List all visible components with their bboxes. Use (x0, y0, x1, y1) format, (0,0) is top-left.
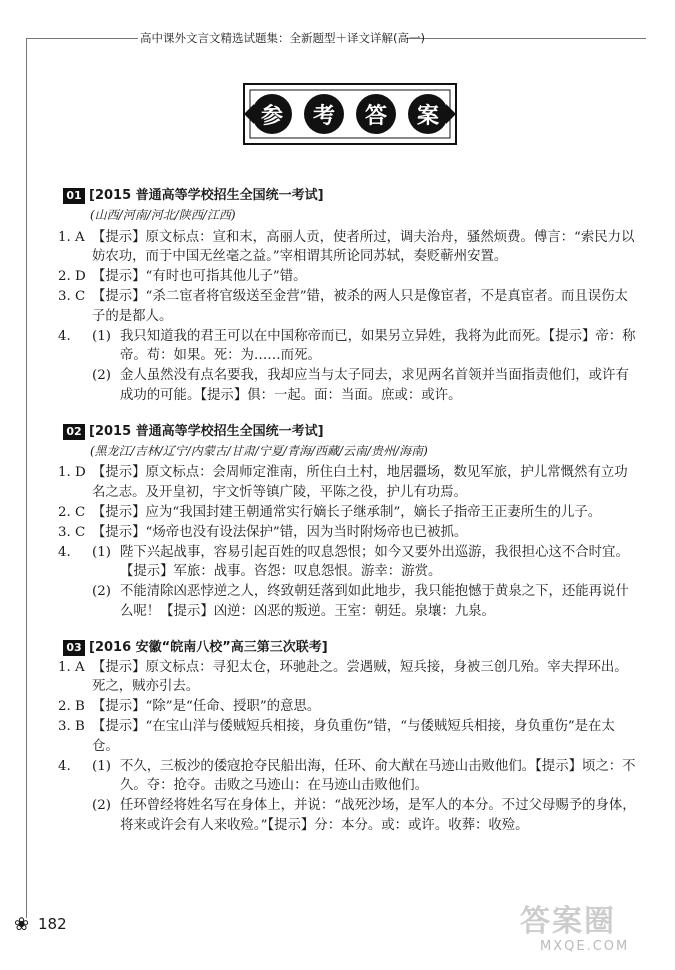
answer-explanation: 【提示】“有时也可指其他儿子”错。 (92, 269, 307, 285)
translation-text: 不久，三板沙的倭寇抢夺民船出海，任环、俞大猷在马迹山击败他们。【提示】顷之：不久。夺：抢夺。击败之马迹山：在马迹山击败他们。 (120, 758, 636, 794)
sub-number: (2) (92, 584, 111, 600)
answer-item (58, 267, 638, 287)
watermark-logo-text: 答案圈 (520, 904, 616, 939)
sub-number: (1) (92, 544, 111, 560)
answer-number: 3. C (58, 524, 86, 540)
sub-number: (1) (92, 328, 111, 344)
title-char: 案 (408, 94, 448, 134)
answers-title-banner (240, 78, 460, 150)
answer-number: 4. (58, 328, 71, 344)
margin-rule-top-left (26, 38, 138, 39)
answer-explanation: 【提示】原文标点：宣和末，高丽人贡，使者所过，调夫治舟，骚然烦费。傅言：“索民力以妨农功，而于中国无丝毫之益。”宰相谓其所论同苏轼，奏贬蕲州安置。 (92, 229, 635, 265)
answer-item (58, 228, 638, 268)
title-char: 答 (356, 94, 396, 134)
answer-item (58, 697, 638, 717)
translation-text: 不能清除凶恶悖逆之人，终致朝廷落到如此地步，我只能抱憾于黄泉之下，还能再说什么呢！【提示】凶逆：凶恶的叛逆。王室：朝廷。泉壤：九泉。 (120, 584, 629, 619)
translation-text: 陛下兴起战事，容易引起百姓的叹息怨恨；如今又要外出巡游，我很担心这不合时宜。【提示】军旅：战事。咨怨：叹息怨恨。游幸：游赏。 (120, 544, 629, 580)
section-heading (63, 422, 638, 442)
watermark (520, 905, 660, 965)
flower-ornament-icon: ❀ (14, 914, 30, 935)
translation-item (92, 543, 638, 583)
section-heading (63, 186, 638, 206)
exam-source: [2016 安徽“皖南八校”高三第三次联考] (89, 639, 328, 655)
translation-answers (92, 543, 638, 622)
answer-number: 3. C (58, 288, 86, 304)
answer-section (58, 186, 638, 406)
answer-number: 3. B (58, 718, 85, 734)
sub-number: (2) (92, 798, 111, 814)
answer-item (58, 463, 638, 503)
translation-item (92, 757, 638, 797)
answer-item (58, 287, 638, 327)
answer-explanation: 【提示】原文标点：会周师定淮南，所住白土村，地居疆场，数见军旅，护儿常慨然有立功名之志。及开皇初，宇文忻等镇广陵，平陈之役，护儿有功焉。 (92, 465, 628, 501)
answer-number: 1. A (58, 229, 85, 245)
translation-item (92, 327, 638, 367)
answer-section (58, 422, 638, 622)
answer-explanation: 【提示】“在宝山洋与倭贼短兵相接，身负重伤”错，“与倭贼短兵相接，身负重伤”是在太仓。 (92, 718, 615, 754)
translation-item (92, 366, 638, 406)
translation-item (92, 796, 638, 836)
section-heading (63, 638, 638, 658)
answer-number: 1. D (58, 465, 86, 481)
answer-explanation: 【提示】“除”是“任命、授职”的意思。 (92, 699, 321, 715)
translation-text: 任环曾经将姓名写在身体上，并说：“战死沙场，是军人的本分。不过父母赐予的身体，将来或许会有人来收殓。”【提示】分：本分。或：或许。收葬：收殓。 (120, 798, 636, 833)
translation-answers (92, 327, 638, 406)
section-number-badge: 03 (63, 640, 85, 656)
title-chars (240, 78, 460, 150)
translation-text: 金人虽然没有点名要我，我却应当与太子同去，求见两名首领并当面指责他们，或许有成功的可能。【提示】俱：一起。面：当面。庶或：或许。 (120, 368, 629, 403)
answer-content (58, 186, 638, 836)
margin-rule-top-right (406, 38, 646, 39)
title-char: 参 (252, 94, 292, 134)
answer-item (58, 523, 638, 543)
answer-item (58, 543, 638, 622)
answer-number: 2. B (58, 699, 85, 715)
translation-item (92, 582, 638, 622)
answer-number: 1. A (58, 659, 85, 675)
exam-source: [2015 普通高等学校招生全国统一考试] (89, 423, 324, 439)
page-number: 182 (38, 915, 67, 933)
answer-number: 4. (58, 758, 71, 774)
sub-number: (1) (92, 758, 111, 774)
exam-regions: (山西/河南/河北/陕西/江西) (90, 207, 236, 222)
answer-number: 2. D (58, 269, 86, 285)
answer-section (58, 638, 638, 836)
exam-regions: (黑龙江/吉林/辽宁/内蒙古/甘肃/宁夏/青海/西藏/云南/贵州/海南) (90, 443, 428, 458)
translation-text: 我只知道我的君王可以在中国称帝而已，如果另立异姓，我将为此而死。【提示】帝：称帝。苟：如果。死：为……而死。 (120, 328, 636, 364)
answer-explanation: 【提示】“炀帝也没有设法保护”错，因为当时附炀帝也已被抓。 (92, 524, 468, 540)
answer-item (58, 658, 638, 698)
exam-source: [2015 普通高等学校招生全国统一考试] (89, 188, 324, 203)
section-number-badge: 01 (63, 188, 85, 204)
running-title: 高中课外文言文精选试题集：全新题型＋译文详解(高一) (140, 31, 425, 45)
answer-number: 2. C (58, 504, 86, 520)
answer-item (58, 757, 638, 836)
translation-answers (92, 757, 638, 836)
title-char: 考 (304, 94, 344, 134)
margin-rule-vertical (26, 38, 27, 918)
answer-number: 4. (58, 544, 71, 560)
answer-item (58, 503, 638, 523)
section-number-badge: 02 (63, 424, 85, 440)
answer-item (58, 717, 638, 757)
watermark-url: MXQE.COM (540, 939, 630, 954)
answer-item (58, 327, 638, 406)
answer-explanation: 【提示】应为“我国封建王朝通常实行嫡长子继承制”，嫡长子指帝王正妻所生的儿子。 (92, 504, 602, 520)
sub-number: (2) (92, 368, 111, 384)
answer-explanation: 【提示】原文标点：寻犯太仓，环驰赴之。尝遇贼，短兵接，身被三创几殆。宰夫捍环出。死之，贼亦引去。 (92, 659, 628, 695)
answer-explanation: 【提示】“杀二宦者将官级送至金营”错，被杀的两人只是像宦者，不是真宦者。而且误伤太子的是都人。 (92, 288, 628, 324)
